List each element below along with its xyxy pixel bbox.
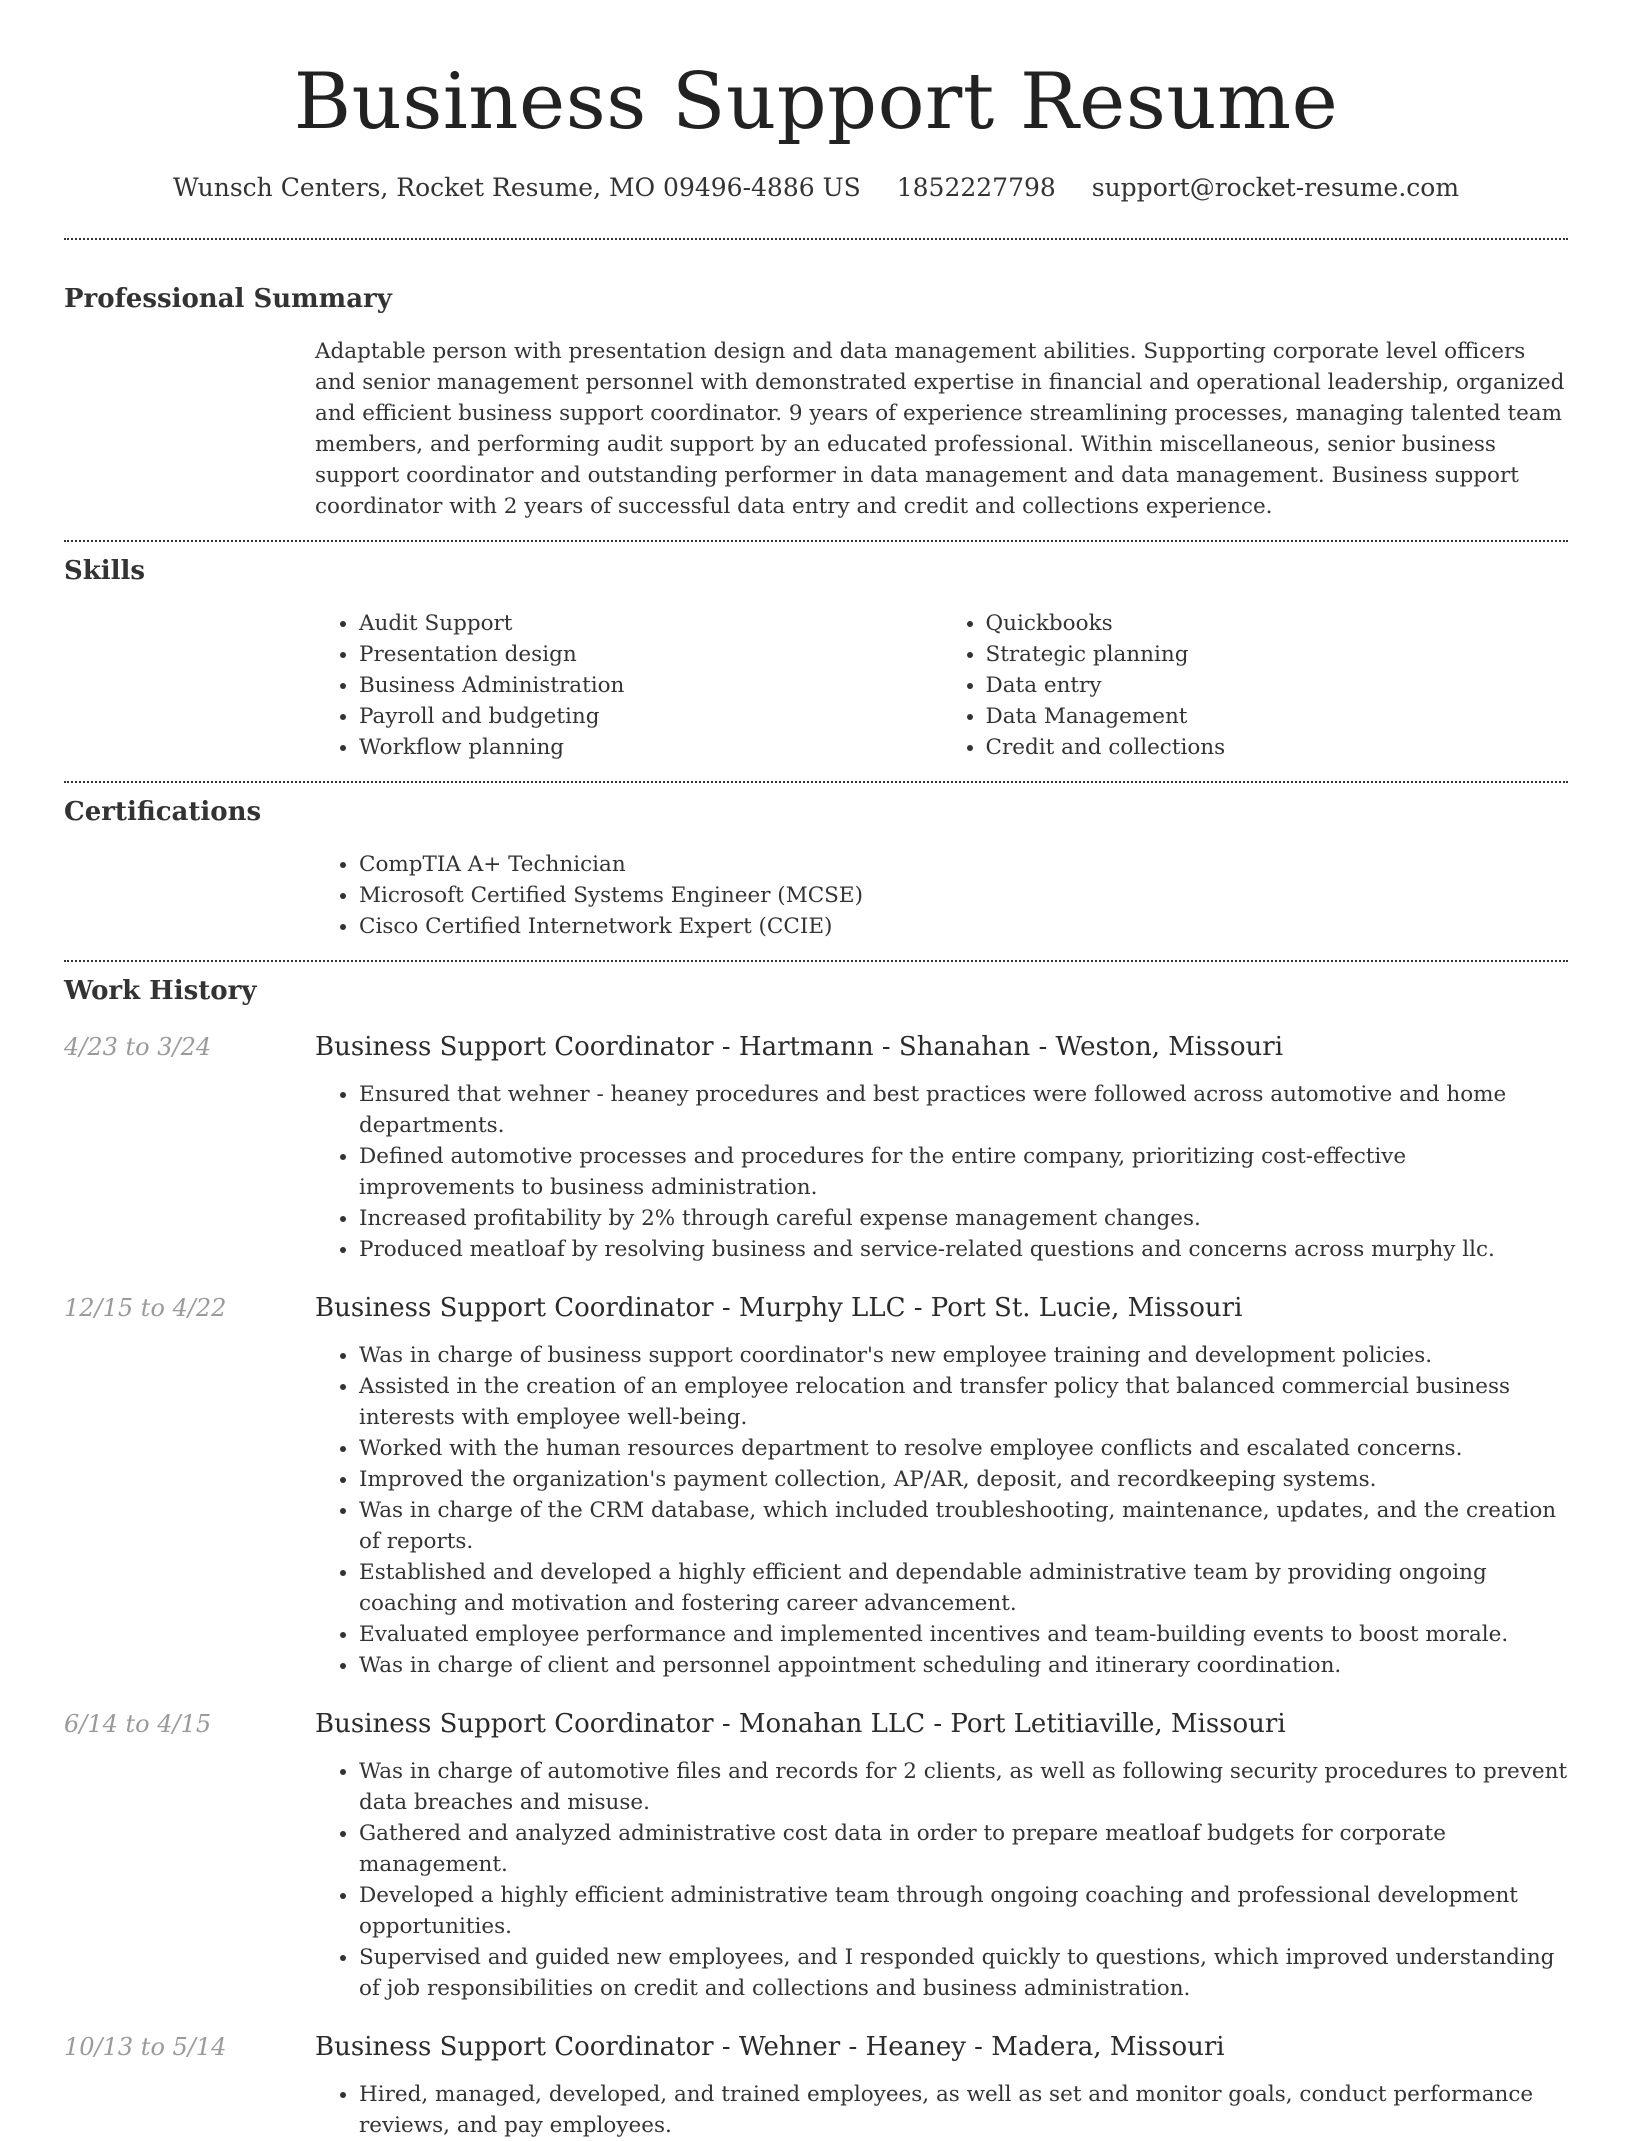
certification-item: • Microsoft Certified Systems Engineer (MCSE) [359,880,1568,911]
skill-item: • Strategic planning [986,639,1569,670]
skill-item: • Payroll and budgeting [359,701,942,732]
job-bullets [315,2079,1568,2141]
skills-list-right [942,608,1569,763]
skill-item: • Audit Support [359,608,942,639]
resume-title: Business Support Resume [293,57,1339,147]
job-title: Business Support Coordinator - Monahan LLC - Port Letitiaville, Missouri [315,1709,1286,1739]
work-history-heading: Work History [64,976,257,1006]
job-entry [64,2030,1568,2141]
job-bullet: • Worked with the human resources department to resolve employee conflicts and escalated concerns. [359,1433,1568,1464]
job-dates: 10/13 to 5/14 [64,2033,227,2061]
job-bullet: • Supervised and guided new employees, and I responded quickly to questions, which improved understanding of job responsibilities on credit and collections and business administration. [359,1942,1568,2004]
certification-item: • CompTIA A+ Technician [359,849,1568,880]
skills-list-left [315,608,942,763]
job-bullet: • Was in charge of business support coordinator's new employee training and development policies. [359,1340,1568,1371]
job-title: Business Support Coordinator - Murphy LLC - Port St. Lucie, Missouri [315,1293,1243,1323]
job-bullet: • Ensured that wehner - heaney procedures and best practices were followed across automotive and home departments. [359,1079,1568,1141]
job-title: Business Support Coordinator - Wehner - Heaney - Madera, Missouri [315,2032,1225,2062]
skills-grid [315,608,1568,763]
job-bullet: • Gathered and analyzed administrative cost data in order to prepare meatloaf budgets for corporate management. [359,1818,1568,1880]
summary-heading: Professional Summary [64,284,392,314]
skill-item: • Credit and collections [986,732,1569,763]
job-bullet: • Established and developed a highly efficient and dependable administrative team by providing ongoing coaching and motivation and fostering career advancement. [359,1557,1568,1619]
summary-text: Adaptable person with presentation design and data management abilities. Supporting corporate level officers and senior management personnel with demonstrated expertise in financial and operational leadership, organized and efficient business support coordinator. 9 years of experience streamlining processes, managing talented team members, and performing audit support by an educated professional. Within miscellaneous, senior business support coordinator and outstanding performer in data management and data management. Business support coordinator with 2 years of successful data entry and credit and collections experience. [315,339,1565,519]
job-dates: 4/23 to 3/24 [64,1033,212,1061]
job-dates: 12/15 to 4/22 [64,1294,227,1322]
contact-line [64,172,1568,204]
skill-item: • Presentation design [359,639,942,670]
job-entry [64,1707,1568,2004]
job-bullet: • Defined automotive processes and procedures for the entire company, prioritizing cost-effective improvements to business administration. [359,1141,1568,1203]
contact-phone: 1852227798 [896,173,1056,202]
section-divider [64,540,1568,542]
job-bullet: • Evaluated employee performance and implemented incentives and team-building events to boost morale. [359,1619,1568,1650]
job-bullet: • Was in charge of the CRM database, which included troubleshooting, maintenance, updates, and the creation of reports. [359,1495,1568,1557]
job-bullet: • Was in charge of client and personnel appointment scheduling and itinerary coordination. [359,1650,1568,1681]
skill-item: • Quickbooks [986,608,1569,639]
job-bullet: • Produced meatloaf by resolving business and service-related questions and concerns across murphy llc. [359,1234,1568,1265]
job-bullet: • Increased profitability by 2% through careful expense management changes. [359,1203,1568,1234]
job-bullet: • Was in charge of automotive files and records for 2 clients, as well as following security procedures to prevent data breaches and misuse. [359,1756,1568,1818]
certifications-heading: Certifications [64,797,262,827]
job-bullets [315,1756,1568,2004]
job-dates: 6/14 to 4/15 [64,1710,212,1738]
job-entry [64,1030,1568,1265]
contact-email: support@rocket-resume.com [1091,173,1460,202]
job-entry [64,1291,1568,1681]
skill-item: • Data entry [986,670,1569,701]
certification-item: • Cisco Certified Internetwork Expert (CCIE) [359,911,1568,942]
job-bullet: • Improved the organization's payment collection, AP/AR, deposit, and recordkeeping systems. [359,1464,1568,1495]
job-bullet: • Hired, managed, developed, and trained employees, as well as set and monitor goals, conduct performance reviews, and pay employees. [359,2079,1568,2141]
resume-page [64,0,1568,2141]
job-bullets [315,1079,1568,1265]
job-title: Business Support Coordinator - Hartmann - Shanahan - Weston, Missouri [315,1032,1284,1062]
contact-address: Wunsch Centers, Rocket Resume, MO 09496-4886 US [172,173,861,202]
job-bullets [315,1340,1568,1681]
skill-item: • Workflow planning [359,732,942,763]
job-bullet: • Assisted in the creation of an employee relocation and transfer policy that balanced commercial business interests with employee well-being. [359,1371,1568,1433]
job-bullet: • Developed a highly efficient administrative team through ongoing coaching and professional development opportunities. [359,1880,1568,1942]
section-divider [64,960,1568,962]
section-divider [64,238,1568,240]
skill-item: • Business Administration [359,670,942,701]
section-divider [64,781,1568,783]
certifications-list [315,849,1568,942]
skills-heading: Skills [64,556,146,586]
skill-item: • Data Management [986,701,1569,732]
